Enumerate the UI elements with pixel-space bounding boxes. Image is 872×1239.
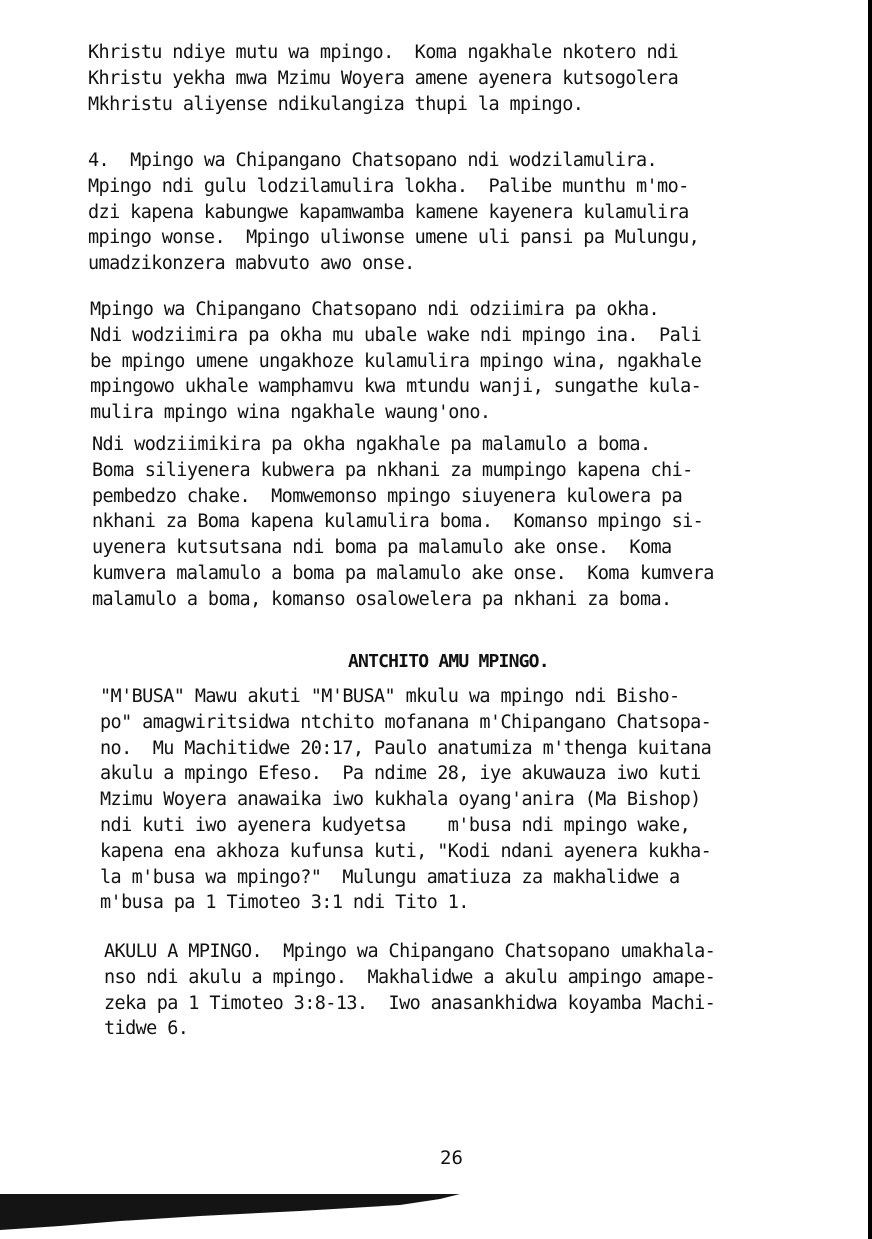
paragraph-akulu: AKULU A MPINGO. Mpingo wa Chipangano Chatsopano umakhala- nso ndi akulu a mpingo. Makhalidwe a akulu ampingo amape- zeka pa 1 Timoteo 3:8-13. Iwo anasankhidwa koyamba Machi- tidwe 6.	[104, 941, 716, 1040]
scan-edge-right	[868, 0, 872, 1239]
paragraph-mbusa: "M'BUSA" Mawu akuti "M'BUSA" mkulu wa mpingo ndi Bisho- po" amagwiritsidwa ntchito mofanana m'Chipangano Chatsopa- no. Mu Machitidwe 20:17, Paulo anatumiza m'thenga kuitana akulu a mpingo Efeso. Pa ndime 28, iye akuwauza iwo kuti Mzimu Woyera anawaika iwo kukhala oyang'anira (Ma Bishop) ndi kuti iwo ayenera kudyetsa m'busa ndi mpingo wake, kapena ena akhoza kufunsa kuti, "Kodi ndani ayenera kukha- la m'busa wa mpingo?" Mulungu amatiuza za makhalidwe a m'busa pa 1 Timoteo 3:1 ndi Tito 1.	[100, 686, 712, 914]
page-number: 26	[440, 1147, 463, 1169]
paragraph-self-governing: 4. Mpingo wa Chipangano Chatsopano ndi wodzilamulira. Mpingo ndi gulu lodzilamulira lokha. Palibe munthu m'mo- dzi kapena kabungwe kapamwamba kamene kayenera kulamulira mpingo wonse. Mpingo uliwonse umene uli pansi pa Mulungu, umadzikonzera mabvuto awo onse.	[88, 150, 700, 275]
section-heading: ANTCHITO AMU MPINGO.	[348, 651, 549, 672]
scan-shadow-bottom	[0, 1194, 872, 1239]
paragraph-independent: Mpingo wa Chipangano Chatsopano ndi odziimira pa okha. Ndi wodziimira pa okha mu ubale wake ndi mpingo ina. Pali be mpingo umene ungakhoze kulamulira mpingo wina, ngakhale mpingowo ukhale wamphamvu kwa mtundu wanji, sungathe kula- mulira mpingo wina ngakhale waung'ono.	[90, 299, 702, 424]
paragraph-government: Ndi wodziimikira pa okha ngakhale pa malamulo a boma. Boma siliyenera kubwera pa nkhani za mumpingo kapena chi- pembedzo chake. Momwemonso mpingo siuyenera kulowera pa nkhani za Boma kapena kulamulira boma. Komanso mpingo si- uyenera kutsutsana ndi boma pa malamulo ake onse. Koma kumvera malamulo a boma pa malamulo ake onse. Koma kumvera malamulo a boma, komanso osalowelera pa nkhani za boma.	[92, 434, 714, 610]
paragraph-khristu-head: Khristu ndiye mutu wa mpingo. Koma ngakhale nkotero ndi Khristu yekha mwa Mzimu Woyera amene ayenera kutsogolera Mkhristu aliyense ndikulangiza thupi la mpingo.	[88, 42, 679, 115]
